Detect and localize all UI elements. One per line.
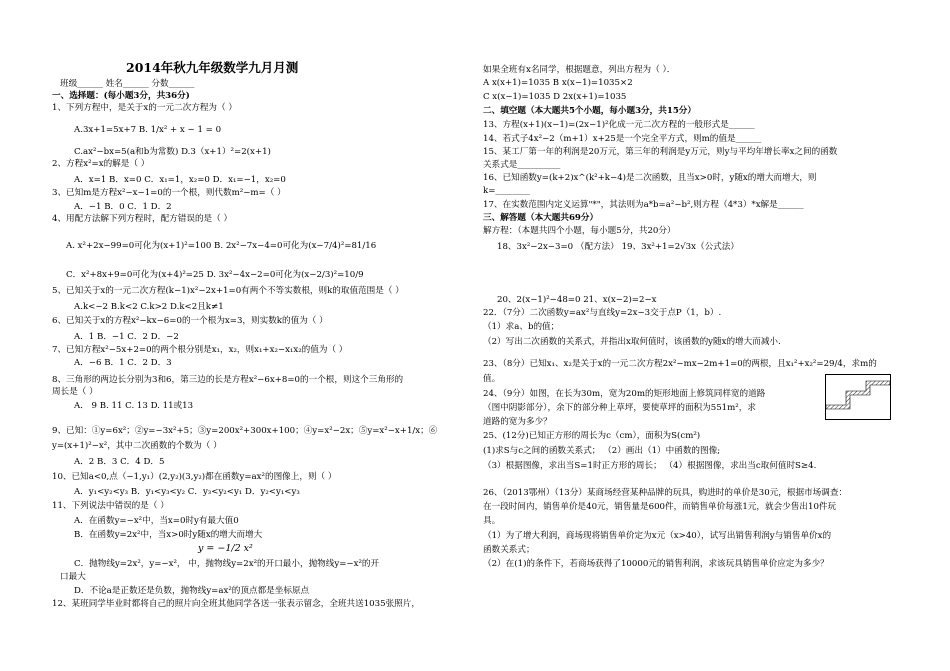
q8: 8、三角形的两边长分别为3和6，第三边的长是方程x²−6x+8=0的一个根，则这个三角形的 [52,375,404,385]
q16-cont: k=________ [483,186,530,196]
q11-c: C．抛物线y=2x²，y=−x²， 中，抛物线y=2x²的开口最小，抛物线y=−x²的开 [74,559,380,569]
q18-19: 18、3x²−2x−3=0 （配方法） 19、3x²+1=2√3x（公式法） [497,242,739,252]
q10: 10、已知a<0,点（−1,y₁）(2,y₂)(3,y₂)都在函数y=ax²的图像上，则（ ） [52,472,337,482]
q11-a: A．在函数y=−x²中，当x=0时y有最大值0 [74,516,239,526]
q24: 24、（9分）如图，在长为30m，宽为20m的矩形地面上修筑同样宽的道路 [483,389,766,399]
q23-cont: 值。 [483,374,501,384]
q12: 12、某班同学毕业时都将自己的照片向全班其他同学各送一张表示留念，全班共送1035张照片， [52,599,420,609]
q11-d: D．不论a是正数还是负数，抛物线y=ax²的顶点都是坐标原点 [74,586,310,596]
q7-options: A．−6 B．1 C．2 D．3 [74,358,172,368]
q12-cont: 如果全班有x名同学，根据题意，列出方程为（ ）． [483,65,676,75]
q25: 25、(12分)已知正方形的周长为c（cm），面积为S(cm²) [483,431,701,441]
q9-options: A．2 B．3 C．4 D．5 [74,457,165,467]
q11-b: B．在函数y=2x²中，当x>0时y随x的增大而增大 [74,530,263,540]
q22: 22．（7分）二次函数y=ax²与直线y=2x−3交于点P（1，b）. [483,308,722,318]
q1-cd: C.ax²−bx=5(a和b为常数) D.3（x+1）²=2(x+1) [74,147,271,157]
q15-cont: 关系式是__________ [483,160,561,170]
q26: 26、（2013鄂州）（13分）某商场经营某种品牌的玩具，购进时的单价是30元，根据市场调查： [483,488,848,498]
q11-c-cont: 口最大 [60,572,86,582]
q16: 16、已知函数y=(k+2)x^(k²+k−4)是二次函数，且当x>0时，y随x的增大而增大，则 [483,173,817,183]
road-diagram-icon [826,375,890,419]
q5: 5、已知关于x的一元二次方程(k−1)x²−2x+1=0有两个不等实数根，则k的取值范围是（ ） [52,286,404,296]
q2: 2、方程x²=x的解是（ ） [52,159,150,169]
q9: 9、已知：①y=6x²；②y=−3x²+5；③y=200x²+300x+100；④y=x²−2x；⑤y=x²−x+1/x；⑥ [52,426,438,436]
q1: 1、下列方程中，是关于x的一元二次方程为（ ） [52,103,237,113]
q1-ab: A.3x+1=5x+7 B. 1/x² + x − 1 = 0 [74,125,222,135]
q11-formula: y = −1/2 x² [198,543,253,554]
q6-options: A．1 B．−1 C．2 D．−2 [74,332,179,342]
q25-12: (1)求S与c之间的函数关系式； （2）画出（1）中函数的图像; [483,446,721,456]
q4: 4、用配方法解下列方程时，配方错误的是（ ） [52,214,233,224]
q24-cont2: 道路的宽为多少？ [483,417,552,427]
q6: 6、已知关于x的方程x²−kx−6=0的一个根为x=3，则实数k的值为（ ） [52,316,328,326]
q26-cont2: 具。 [483,516,501,526]
road-figure [825,374,891,420]
student-info: 班级______ 姓名______ 分数______ [60,79,195,89]
q26-cont1: 在一段时间内，销售单价是40元，销售量是600件，而销售单价每涨1元，就会少售出10件玩 [483,502,837,512]
q17: 17、在实数范围内定义运算"*"，其法则为a*b=a²−b²,则方程（4*3）*x解是______ [483,200,804,210]
q25-34: （3）根据图像，求出当S=1时正方形的周长； （4）根据图像，求出当c取何值时S≥4. [483,461,817,471]
q2-options: A．x=1 B．x=0 C．x₁=1，x₂=0 D．x₁=−1，x₂=0 [74,175,286,185]
q26-1-cont: 函数关系式； [483,545,535,555]
section-fill: 二、填空题（本大题共5个小题，每小题3分，共15分） [483,106,696,116]
q26-2: （2）在(1)的条件下，若商场获得了10000元的销售利润，求该玩具销售单价应定为多少？ [483,559,829,569]
q13: 13、方程(x+1)(x−1)=(2x−1)²化成一元二次方程的一般形式是______ [483,120,755,130]
q4-ab: A. x²+2x−99=0可化为(x+1)²=100 B. 2x²−7x−4=0可化为(x−7/4)²=81/16 [66,241,377,251]
q10-options: A．y₁<y₂<y₃ B．y₁<y₃<y₂ C．y₃<y₂<y₁ D．y₂<y₁<y₃ [74,487,300,497]
section-answer: 三、解答题（本大题共69分） [483,213,599,223]
q3-options: A．−1 B．0 C．1 D．2 [74,202,172,212]
q23: 23、（8分）已知x₁、x₂是关于x的一元二次方程2x²−mx−2m+1=0的两根，且x₁²+x₂²=29/4，求m的 [483,359,877,369]
q3: 3、已知m是方程x²−x−1=0的一个根，则代数m²−m=（ ） [52,188,286,198]
q14: 14、若式子4x²−2（m+1）x+25是一个完全平方式，则m的值是______ [483,134,762,144]
q5-options: A.k<−2 B.k<2 C.k>2 D.k<2且k≠1 [74,302,224,312]
q22-2: （2）写出二次函数的关系式，并指出x取何值时，该函数的y随x的增大而减小. [483,337,781,347]
q4-cd: C．x²+8x+9=0可化为(x+4)²=25 D. 3x²−4x−2=0可化为(x−2/3)²=10/9 [66,270,364,280]
q15: 15、某工厂第一年的利润是20万元，第三年的利润是y万元，则y与平均年增长率x之间的函数 [483,147,838,157]
q8-cont: 周长是（ ） [52,387,98,397]
q20-21: 20、2(x−1)²−48=0 21、x(x−2)=2−x [497,295,657,305]
q24-cont1: （图中阴影部分），余下的部分种上草坪，要使草坪的面积为551m²，求 [483,403,756,413]
q7: 7、已知方程x²−5x+2=0的两个根分别是x₁，x₂，则x₁+x₂−x₁x₂的值为（ ） [52,345,348,355]
q22-1: （1）求a、b的值； [483,322,560,332]
q8-options: A． 9 B. 11 C. 13 D. 11或13 [74,401,194,411]
q12-ab: A x(x+1)=1035 B x(x−1)=1035×2 [483,78,633,88]
q26-1: （1）为了增大利润，商场现将销售单价定为x元（x>40），试写出销售利润y与销售单价x的 [483,531,832,541]
q11: 11、下列说法中错误的是（ ） [52,501,169,511]
section-choice: 一、选择题：(每小题3分，共36分) [52,91,190,101]
q9-cont: y=(x+1)²−x²，其中二次函数的个数为（ ） [52,441,222,451]
q12-cd: C x(x−1)=1035 D 2x(x+1)=1035 [483,92,627,102]
solve-intro: 解方程：（本题共四个小题，每小题5分，共20分） [483,226,676,236]
page-title: 2014年秋九年级数学九月月测 [126,60,299,75]
